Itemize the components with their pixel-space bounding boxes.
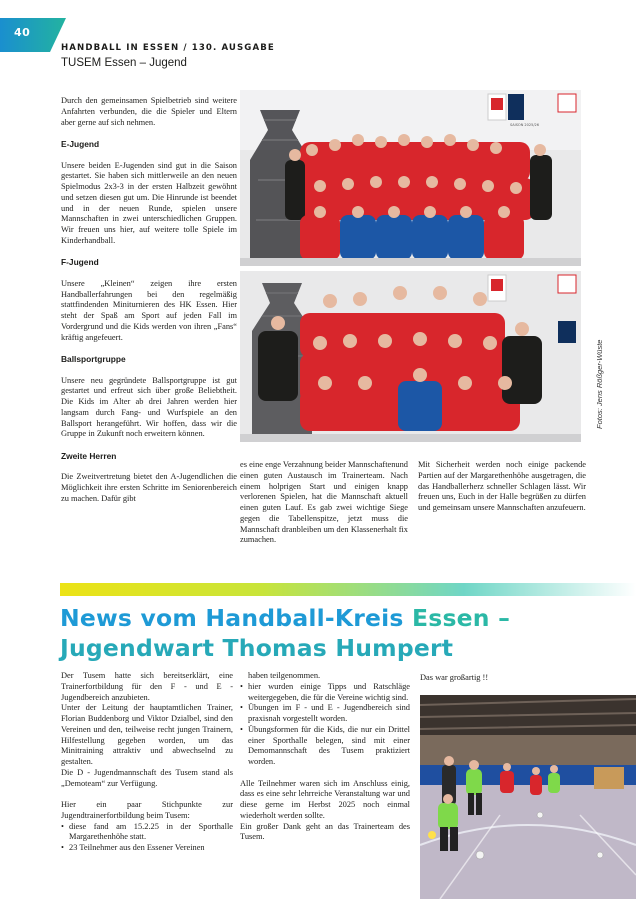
intro-paragraph: Durch den gemeinsamen Spielbetrieb sind weitere Anfahrten verbunden, die die Spieler und Eltern aber gerne auf sich nehmen. bbox=[61, 96, 237, 127]
magazine-kicker: HANDBALL IN ESSEN / 130. AUSGABE bbox=[61, 43, 275, 53]
middle-text: es eine enge Verzahnung beider Mannschaftenund einen guten Austausch im Trainerteam. Nach einem holprigen Start und einigen knapp verlorenen Spielen, hat die Mannschaft aktuell einen guten Lauf. Es gab zwei wichtige Siege gegen die Tabellenspitze, jetzt muss die Mannschaft dranbleiben um den Klassenerhalt fix zumachen. bbox=[240, 460, 408, 545]
right-text: Mit Sicherheit werden noch einige packende Partien auf der Margarethenhöhe ausgetragen, die das Handballerherz schneller Schlagen lässt. Wir freuen uns, Euch in der Halle begrüßen zu dürfen und gemeinsam unsere Mannschaften anzufeuern. bbox=[418, 460, 586, 512]
photo-credit bbox=[593, 339, 605, 429]
middle-text-column bbox=[240, 460, 408, 546]
left-text-column bbox=[61, 96, 237, 505]
bottom-right-column bbox=[420, 673, 590, 684]
list-item: • hier wurden einige Tipps und Ratschläge weitergegeben, die für die Vereine wichtig sind. bbox=[240, 682, 410, 704]
ballsport-heading: Ballsportgruppe bbox=[61, 354, 126, 364]
e-jugend-text: Unsere beiden E-Jugenden sind gut in die Saison gestartet. Sie haben sich mittlerweile an den neuen Spielmodus 2x3-3 in der ersten Halbzeit gewöhnt und setzen diesen gut um. Die Hinrunde ist beendet und in der neuen Runde, spielen unsere Mannschaften in zwei unterschiedlichen Gruppen. Wir freuen uns hier, auf weitere tolle Spiele im Kinderhandball. bbox=[61, 160, 237, 245]
list-item: • diese fand am 15.2.25 in der Sporthalle Margarethenhöhe statt. bbox=[61, 822, 233, 844]
right-text-column bbox=[418, 460, 586, 514]
second-team-photo bbox=[240, 271, 581, 442]
bottom-left-p2: Unter der Leitung der hauptamtlichen Trainer, Florian Buddenborg und Viktor Dzialbel, sind den Vereinen und den, teilweise recht jungen Trainern, Hilfestellung gegeben worden, um das Minitraining attraktiv und abwechselnd zu gestalten. bbox=[61, 703, 233, 766]
bottom-left-p1: Der Tusem hatte sich bereitserklärt, eine Trainerfortbildung für den F - und E - Jugendbereich anzubieten. bbox=[61, 671, 233, 702]
page-number-badge bbox=[0, 18, 66, 52]
page-number: 40 bbox=[14, 26, 31, 39]
f-jugend-text: Unsere „Kleinen“ zeigen ihre ersten Handballerfahrungen bei den regelmäßig stattfindenden Miniturnieren des HK Essen. Hier steht der Spaß am Sport auf jeden Fall im Vordergrund und die Kids werden von ihren „Fans“ kräftig angefeuert. bbox=[61, 278, 237, 342]
bottom-left-p4: Hier ein paar Stichpunkte zur Jugendtrainerfortbildung beim Tusem: bbox=[61, 800, 233, 820]
bottom-left-column bbox=[61, 671, 233, 854]
youth-team-photo bbox=[240, 90, 581, 266]
f-jugend-heading: F-Jugend bbox=[61, 257, 99, 268]
zweite-herren-heading: Zweite Herren bbox=[61, 450, 117, 461]
e-jugend-heading: E-Jugend bbox=[61, 139, 100, 149]
headline-line2: Jugendwart Thomas Humpert bbox=[60, 634, 454, 662]
bottom-middle-column bbox=[240, 671, 410, 843]
training-gym-photo bbox=[420, 695, 636, 899]
photo-credit-text: Fotos: Jens Rößger-Wüste bbox=[595, 339, 604, 429]
bottom-middle-p1: Alle Teilnehmer waren sich im Anschluss einig, dass es eine sehr lehrreiche Veranstaltung war und diese gerne im Herbst 2025 noch einmal wiederholt werden sollte. bbox=[240, 778, 410, 820]
zweite-herren-text: Die Zweitvertretung bietet den A-Jugendlichen die Möglichkeit ihre ersten Schritte im Seniorenbereich zu machen. Dafür gibt bbox=[61, 472, 237, 503]
list-item: • 23 Teilnehmer aus den Essener Vereinen bbox=[61, 843, 233, 854]
bottom-middle-p2: Ein großer Dank geht an das Trainerteam des Tusem. bbox=[240, 821, 410, 842]
list-item: • Übungsformen für die Kids, die nur ein Drittel einer Sporthalle belegen, sind mit einer Demomannschaft des Tusem praktiziert worden. bbox=[240, 725, 410, 768]
bottom-middle-bullets bbox=[240, 682, 410, 768]
bottom-right-text: Das war großartig !! bbox=[420, 673, 489, 682]
headline-line1: News vom Handball-Kreis bbox=[60, 604, 404, 632]
bottom-left-p3: Die D - Jugendmannschaft des Tusem stand als „Demoteam“ zur Verfügung. bbox=[61, 767, 233, 788]
banner-season-text: SAISON 2025/26 bbox=[510, 123, 539, 127]
ballsport-text: Unsere neu gegründete Ballsportgruppe ist gut gestartet und erfreut sich über große Beliebtheit. Die Kids im Alter ab drei Jahren werden hier langsam durch Fang- und Wurfspiele an den Ballsport herangeführt. Wir hoffen, dass wir die Gruppe in Zukunft noch erweitern können. bbox=[61, 375, 237, 439]
list-item: • Übungen im F - und E - Jugendbereich sind praxisnah vorgestellt worden. bbox=[240, 703, 410, 725]
article-headline bbox=[60, 603, 510, 663]
bottom-middle-cont: haben teilgenommen. bbox=[248, 671, 321, 680]
section-divider-bar bbox=[60, 583, 636, 596]
section-title: TUSEM Essen – Jugend bbox=[61, 57, 187, 69]
headline-line1-teal: Essen – bbox=[412, 604, 511, 632]
bottom-left-bullets bbox=[61, 822, 233, 854]
